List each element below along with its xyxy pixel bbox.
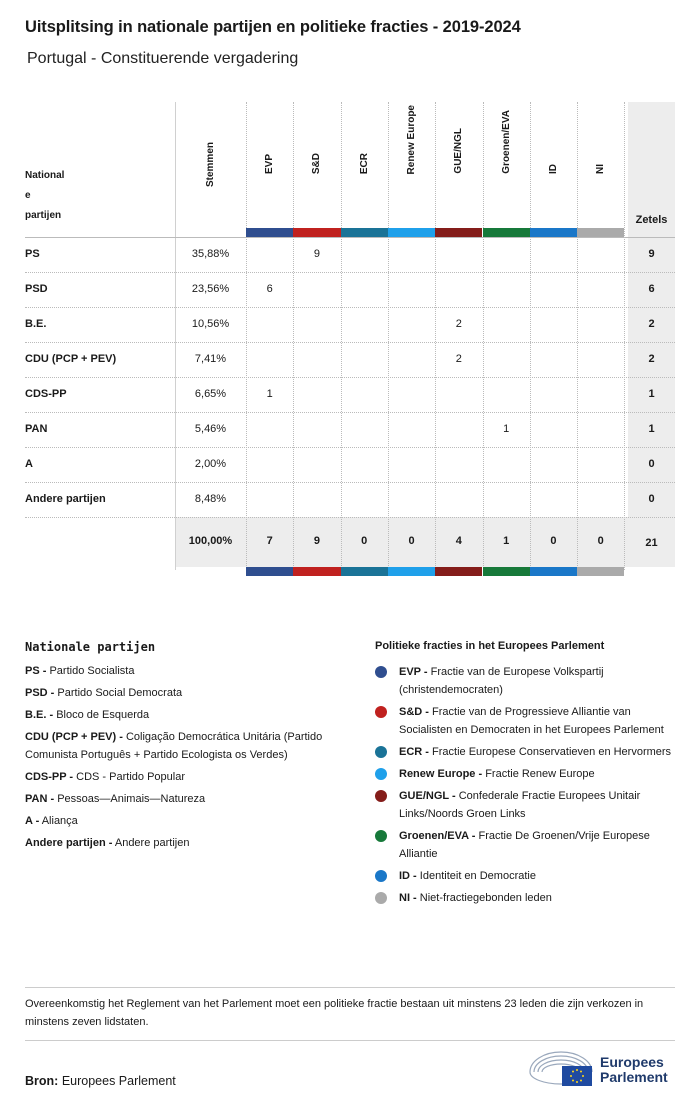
source-label: Bron: xyxy=(25,1074,59,1088)
national-party-entry xyxy=(25,662,345,680)
party-column-header-line: e xyxy=(25,190,31,201)
group-color-dot xyxy=(375,892,387,904)
group-header xyxy=(293,102,340,174)
group-color-bar xyxy=(483,228,530,237)
total-seats: 21 xyxy=(645,537,658,549)
legend-national-parties xyxy=(25,640,345,856)
party-column-header-line: National xyxy=(25,170,65,181)
party-name: PS xyxy=(25,248,40,260)
group-color-dot xyxy=(375,830,387,842)
group-full-name: Fractie Europese Conservatieven en Hervormers xyxy=(432,746,672,758)
group-header-label: ECR xyxy=(358,152,370,174)
group-header xyxy=(435,102,482,174)
total-votes: 100,00% xyxy=(188,535,233,547)
seat-count: 1 xyxy=(266,388,273,400)
vote-share: 8,48% xyxy=(194,493,227,505)
party-full-name: Andere partijen xyxy=(114,837,190,849)
group-description xyxy=(399,889,552,907)
seats-total: 2 xyxy=(648,353,655,365)
group-color-bar xyxy=(577,228,624,237)
group-header xyxy=(530,102,577,174)
group-header xyxy=(246,102,293,174)
group-description xyxy=(399,703,675,739)
column-divider xyxy=(624,102,625,570)
group-color-dot xyxy=(375,706,387,718)
group-color-dot xyxy=(375,790,387,802)
party-abbreviation: CDU (PCP + PEV) - xyxy=(25,731,123,743)
group-total: 0 xyxy=(550,535,557,547)
divider xyxy=(25,1040,675,1041)
group-abbreviation: NI - xyxy=(399,892,417,904)
divider xyxy=(25,987,675,988)
row-divider xyxy=(25,377,675,378)
party-name: PSD xyxy=(25,283,48,295)
european-parliament-logo xyxy=(528,1048,678,1090)
group-description xyxy=(399,827,675,863)
legend-political-groups xyxy=(375,640,675,911)
group-header xyxy=(341,102,388,174)
party-abbreviation: B.E. - xyxy=(25,709,54,721)
group-color-bar xyxy=(530,228,577,237)
group-total: 7 xyxy=(266,535,273,547)
group-header-label: ID xyxy=(547,164,559,174)
group-abbreviation: ECR - xyxy=(399,746,429,758)
group-header xyxy=(483,102,530,174)
party-name: Andere partijen xyxy=(25,493,106,505)
seats-total: 1 xyxy=(648,388,655,400)
party-full-name: Pessoas—Animais—Natureza xyxy=(57,793,206,805)
party-name: B.E. xyxy=(25,318,47,330)
group-color-dot xyxy=(375,746,387,758)
political-group-entry xyxy=(375,765,675,783)
party-full-name: Partido Social Democrata xyxy=(57,687,183,699)
legend-groups-heading: Politieke fracties in het Europees Parlement xyxy=(375,640,605,652)
seat-count: 6 xyxy=(266,283,273,295)
row-divider xyxy=(25,447,675,448)
group-header-label: S&D xyxy=(311,152,323,174)
group-color-bar xyxy=(483,567,530,576)
political-group-entry xyxy=(375,827,675,863)
vote-share: 35,88% xyxy=(191,248,230,260)
political-group-entry xyxy=(375,889,675,907)
group-header-label: Groenen/EVA xyxy=(500,110,512,174)
group-description xyxy=(399,765,595,783)
group-color-bar xyxy=(246,228,293,237)
group-color-bar xyxy=(388,228,435,237)
group-abbreviation: ID - xyxy=(399,870,417,882)
vote-share: 10,56% xyxy=(191,318,230,330)
group-header-label: GUE/NGL xyxy=(453,128,465,174)
group-abbreviation: Renew Europe - xyxy=(399,768,483,780)
row-divider xyxy=(25,272,675,273)
group-header-label: EVP xyxy=(264,153,276,174)
vote-share: 7,41% xyxy=(194,353,227,365)
party-full-name: CDS - Partido Popular xyxy=(76,771,185,783)
party-full-name: Bloco de Esquerda xyxy=(56,709,150,721)
party-full-name: Aliança xyxy=(41,815,78,827)
party-name: A xyxy=(25,458,33,470)
party-full-name: Coligação Democrática Unitária (Partido Comunista Português + Partido Ecologista os Verdes) xyxy=(25,731,323,761)
group-full-name: Fractie van de Progressieve Alliantie van Socialisten en Democraten in het Europees Parlement xyxy=(399,706,664,736)
national-party-entry xyxy=(25,834,345,852)
group-color-bar xyxy=(341,567,388,576)
seats-total: 9 xyxy=(648,248,655,260)
seats-total: 0 xyxy=(648,458,655,470)
seats-total: 2 xyxy=(648,318,655,330)
group-total: 1 xyxy=(503,535,510,547)
political-group-entry xyxy=(375,787,675,823)
row-divider xyxy=(25,482,675,483)
party-name: CDU (PCP + PEV) xyxy=(25,353,117,365)
header-line xyxy=(25,237,675,238)
party-abbreviation: PS - xyxy=(25,665,47,677)
group-color-dot xyxy=(375,870,387,882)
seat-count: 2 xyxy=(455,318,462,330)
seat-count: 2 xyxy=(455,353,462,365)
page-title: Uitsplitsing in nationale partijen en politieke fracties - 2019-2024 xyxy=(25,18,521,36)
vote-share: 6,65% xyxy=(194,388,227,400)
source-line xyxy=(25,1074,176,1088)
page-subtitle: Portugal - Constituerende vergadering xyxy=(27,50,299,67)
group-color-bar xyxy=(530,567,577,576)
row-divider xyxy=(25,342,675,343)
political-group-entry xyxy=(375,867,675,885)
group-color-bar xyxy=(293,567,340,576)
vote-share: 5,46% xyxy=(194,423,227,435)
group-color-bar xyxy=(435,228,482,237)
results-table xyxy=(25,102,675,570)
party-abbreviation: A - xyxy=(25,815,40,827)
group-header-label: NI xyxy=(595,164,607,174)
group-color-bar xyxy=(293,228,340,237)
party-full-name: Partido Socialista xyxy=(49,665,135,677)
group-color-bar xyxy=(435,567,482,576)
group-total: 4 xyxy=(455,535,462,547)
group-total: 9 xyxy=(313,535,320,547)
group-header xyxy=(388,102,435,174)
group-abbreviation: Groenen/EVA - xyxy=(399,830,476,842)
seats-total: 6 xyxy=(648,283,655,295)
group-color-dot xyxy=(375,768,387,780)
group-full-name: Fractie De Groenen/Vrije Europese Alliantie xyxy=(399,830,650,860)
party-abbreviation: PSD - xyxy=(25,687,55,699)
national-party-entry xyxy=(25,768,345,786)
votes-header-label: Stemmen xyxy=(205,141,216,187)
group-full-name: Fractie Renew Europe xyxy=(485,768,595,780)
group-abbreviation: S&D - xyxy=(399,706,429,718)
row-divider xyxy=(25,307,675,308)
party-name: CDS-PP xyxy=(25,388,67,400)
group-full-name: Fractie van de Europese Volkspartij (christendemocraten) xyxy=(399,666,604,696)
group-full-name: Confederale Fractie Europees Unitair Links/Noords Groen Links xyxy=(399,790,641,820)
party-column-header xyxy=(25,166,64,226)
seat-count: 9 xyxy=(313,248,320,260)
group-color-dot xyxy=(375,666,387,678)
national-party-entry xyxy=(25,684,345,702)
seats-column-header: Zetels xyxy=(635,214,668,226)
group-description xyxy=(399,867,536,885)
votes-column-header xyxy=(175,102,246,187)
group-full-name: Niet-fractiegebonden leden xyxy=(419,892,552,904)
group-color-bar xyxy=(388,567,435,576)
party-abbreviation: CDS-PP - xyxy=(25,771,74,783)
group-description xyxy=(399,787,675,823)
vote-share: 2,00% xyxy=(194,458,227,470)
national-party-entry xyxy=(25,706,345,724)
group-total: 0 xyxy=(408,535,415,547)
logo-text: Europees Parlement xyxy=(600,1054,668,1085)
political-group-entry xyxy=(375,703,675,739)
row-divider xyxy=(25,517,675,518)
row-divider xyxy=(25,412,675,413)
party-abbreviation: Andere partijen - xyxy=(25,837,113,849)
seat-count: 1 xyxy=(503,423,510,435)
group-total: 0 xyxy=(361,535,368,547)
vote-share: 23,56% xyxy=(191,283,230,295)
group-description xyxy=(399,663,675,699)
national-party-entry xyxy=(25,790,345,808)
political-group-entry xyxy=(375,743,675,761)
group-color-bar xyxy=(341,228,388,237)
group-header-label: Renew Europe xyxy=(406,104,418,174)
group-abbreviation: EVP - xyxy=(399,666,428,678)
party-abbreviation: PAN - xyxy=(25,793,55,805)
source-text: Europees Parlement xyxy=(61,1074,176,1088)
group-description xyxy=(399,743,671,761)
political-group-entry xyxy=(375,663,675,699)
group-header xyxy=(577,102,624,174)
seats-total: 1 xyxy=(648,423,655,435)
group-total: 0 xyxy=(597,535,604,547)
party-column-header-line: partijen xyxy=(25,210,62,221)
group-full-name: Identiteit en Democratie xyxy=(419,870,536,882)
national-party-entry xyxy=(25,728,345,764)
national-party-entry xyxy=(25,812,345,830)
hemicycle-icon xyxy=(528,1048,594,1088)
legend-national-heading: Nationale partijen xyxy=(25,640,156,654)
group-abbreviation: GUE/NGL - xyxy=(399,790,456,802)
seats-total: 0 xyxy=(648,493,655,505)
group-color-bar xyxy=(246,567,293,576)
group-color-bar xyxy=(577,567,624,576)
footnote: Overeenkomstig het Reglement van het Parlement moet een politieke fractie bestaan uit minstens 23 leden die zijn verkozen in minstens zeven lidstaten. xyxy=(25,998,644,1028)
party-name: PAN xyxy=(25,423,48,435)
